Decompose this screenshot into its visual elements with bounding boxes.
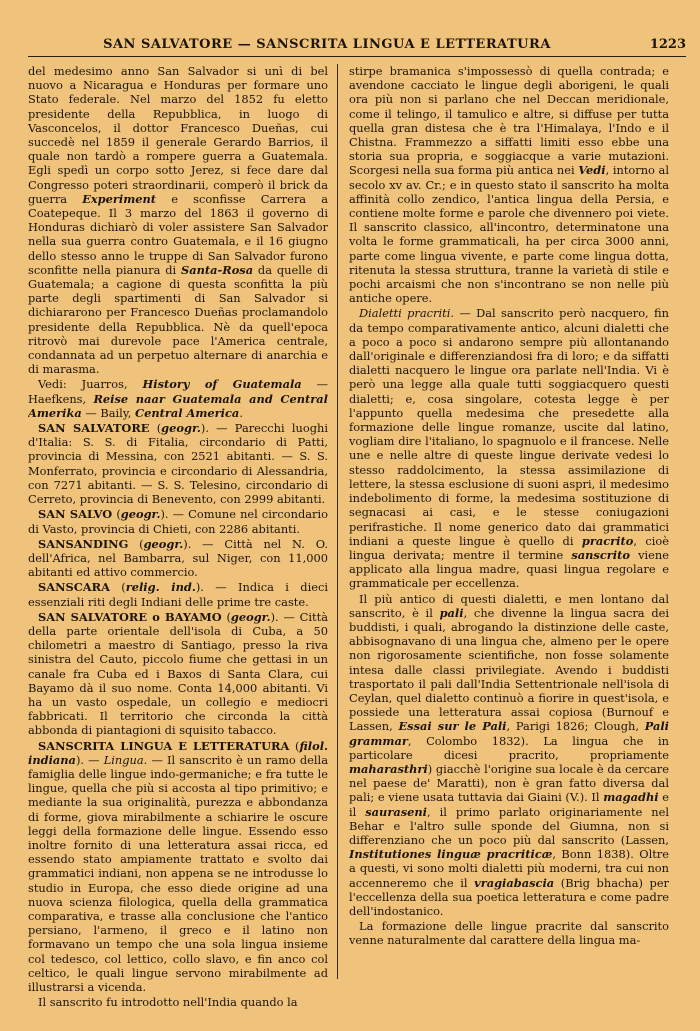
paragraph <box>349 306 669 590</box>
text-run: . <box>239 405 243 420</box>
text-run: vragiabascia <box>474 875 555 890</box>
text-run: ). — Indica i dieci essenziali riti degli Indiani delle prime tre caste. <box>28 580 328 609</box>
text-run: Institutiones linguæ pracriticæ <box>349 847 553 862</box>
text-run: ( <box>109 580 126 595</box>
paragraph <box>28 64 328 376</box>
text-run: . — Il sanscrito è un ramo della famiglia delle lingue indo-germaniche; e fra tutte le lingue, quella che più si accosta al tipo primitivo; e mediante la sua originalità, purezza e abbondanza di forme, giova mirabilmente a schiarire le oscure leggi della formazione delle lingue. Essendo esso inoltre fornito di una letteratura assai ricca, ed essendo stato ampiamente trattato e svolto dai grammatici indiani, non appena se ne introdusse lo studio in Europa, che esso diede origine ad una nuova scienza filologica, quella della grammatica comparativa, e trasse alla conclusione che l'antico persiano, l'armeno, il greco e il latino non formavano un tempo che una sola lingua insieme col tedesco, col lettico, collo slavo, e fin anco col celtico, le quali lingue servono mirabilmente ad illustrarsi a vicenda. <box>28 752 328 994</box>
text-run: viene applicato alla lingua madre, quasi lingua regolare e grammaticale per eccellenza. <box>349 547 669 591</box>
paragraph <box>349 919 669 947</box>
text-run: da quelle di Guatemala; a cagione di questa sconfitta la più parte degli spartimenti di San Salvador si dichiararono per Francesco Dueñas proclamandolo presidente della Repubblica. Nè da quell'epoca ritrovò mai durevole pace l'America centrale, condannata ad un perpetuo alternare di anarchia e di marasma. <box>28 262 328 377</box>
page-header <box>28 36 686 57</box>
text-run: , che divenne la lingua sacra dei buddisti, i quali, abrogando la distinzione delle caste, abbisognavano di una lingua che, almeno per le opere non rigorosamente scientifiche, non fosse solamente intesa dalle classi privilegiate. Avendo i buddisti trasportato il pali dall'India Settentrionale nell'isola di Ceylan, quel dialetto continuò a fiorire in quest'isola, e possiede una letteratura assai copiosa (Burnouf e Lassen, <box>349 605 669 734</box>
text-run: History of Guatemala <box>142 377 302 392</box>
text-run: , il primo parlato originariamente nel Behar e l'altro sulle sponde del Giumna, non si differenziano che un poco più dal sanscrito (Lassen, <box>349 804 669 847</box>
text-run: , Bonn 1838). Oltre a questi, vi sono molti dialetti più moderni, tra cui non accenneremo che il <box>349 847 669 890</box>
paragraph <box>349 592 669 919</box>
text-run: ). — Parecchi luoghi d'Italia: S. S. di Fitalia, circondario di Patti, provincia di Messina, con 2521 abitanti. — S. S. Monferrato, provincia e circondario di Alessandria, con 7271 abitanti. — S. S. Telesino, circondario di Cerreto, provincia di Benevento, con 2999 abitanti. <box>28 421 328 507</box>
text-run: ( <box>149 421 162 436</box>
paragraph <box>28 995 328 1009</box>
text-run: relig. ind. <box>125 580 196 595</box>
text-run: pracrito <box>581 533 634 548</box>
entry-headword: SAN SALVATORE o BAYAMO <box>38 609 222 624</box>
text-run: Vedi <box>578 163 606 178</box>
paragraph <box>349 64 669 305</box>
text-run: . — Dal sanscrito però nacquero, fin da tempo comparativamente antico, alcuni dialetti che a poco a poco si andarono sempre più allontanando dall'originale e differenziandosi fra di loro; e da siffatti dialetti nacquero le lingue ora parlate nell'India. Vi è però una legge alla quale tutti soggiacquero questi dialetti; e, cosa singolare, cotesta legge è per l'appunto quella medesima che presedette alla formazione delle lingue romanze, uscite dal latino, vogliam dire l'italiano, lo spagnuolo e il francese. Nelle une e nelle altre di queste lingue derivate vedesi lo stesso raddolcimento, la stessa assimilazione di lettere, la stessa esclusione di suoni aspri, il medesimo indebolimento di forme, la medesima sostituzione di segnacasi ai casi, e le stesse coniugazioni perifrastiche. Il nome generico dato dai grammatici indiani a queste lingue è quello di <box>349 306 669 548</box>
text-run: Il più antico di questi dialetti, e men lontano dal sanscrito, è il <box>349 591 669 620</box>
text-run: e sconfisse Carrera a Coatepeque. Il 3 marzo del 1863 il governo di Honduras dichiarò di voler assistere San Salvador nella sua guerra contro Guatemala, e il 16 giugno dello stesso anno le truppe di San Salvador furono sconfitte nella pianura di <box>28 191 328 277</box>
text-run: stirpe bramanica s'impossessò di quella contrada; e avendone cacciato le lingue degli aborigeni, le quali ora più non si parlano che nel Deccan meridionale, come il telingo, il tamulico e altre, si diffuse per tutta quella gran distesa che è tra l'Himalaya, l'Indo e il Chistna. Frammezzo a siffatti limiti esso ebbe una storia sua propria, e soggiacque a varie mutazioni. Scorgesi nella sua forma più antica nei <box>349 64 669 178</box>
text-run: ( <box>112 507 121 522</box>
entry-headword: SAN SALVATORE <box>38 421 150 436</box>
column-divider <box>337 64 338 979</box>
text-run: ). — Città nel N. O. dell'Africa, nel Bambarra, sul Niger, con 11,000 abitanti ed attivo commercio. <box>28 536 328 580</box>
text-run: Santa-Rosa <box>180 262 254 277</box>
text-run: Lingua <box>103 752 144 767</box>
text-run: maharasthri <box>349 761 428 776</box>
entry-headword: SANSCRITA LINGUA E LETTERATURA <box>38 738 290 753</box>
entry-headword: SANSCARA <box>38 580 110 595</box>
text-run: magadhi <box>603 790 659 805</box>
text-run: ( <box>289 738 300 753</box>
text-run: geogr. <box>230 609 271 624</box>
text-run: Il sanscrito fu introdotto nell'India quando la <box>38 995 298 1010</box>
text-run: ). — <box>75 752 104 767</box>
paragraph <box>28 421 328 506</box>
text-run: ). — Città della parte orientale dell'isola di Cuba, a 50 chilometri a maestro di Santiago, presso la riva sinistra del Cauto, piccolo fiume che gettasi in un canale fra Cuba ed i Baxos di Santa Clara, cui Bayamo dà il suo nome. Conta 14,000 abitanti. Vi ha un vasto ospedale, un collegio e mediocri fabbricati. Il territorio che circonda la città abbonda di piantagioni di squisito tabacco. <box>28 609 328 738</box>
text-run: — Haefkens, <box>28 377 328 406</box>
text-run: Essai sur le Pali <box>398 719 507 734</box>
text-run: ( <box>128 536 144 551</box>
text-run: e il <box>349 790 669 819</box>
running-head: SAN SALVATORE — SANSCRITA LINGUA E LETTERATURA <box>103 37 551 52</box>
paragraph <box>28 507 328 535</box>
text-run: ). — Comune nel circondario di Vasto, provincia di Chieti, con 2286 abitanti. <box>28 507 328 536</box>
left-column <box>28 64 328 1014</box>
text-run: ) giacchè l'origine sua locale è da cercare nel paese de' Maratti), non è gran fatto diversa dal pali; e viene usata tuttavia dai Giaini (V.). Il <box>349 761 669 805</box>
text-run: ( <box>221 609 231 624</box>
text-run: , Colombo 1832). La lingua che in particolare dicesi pracrito, propriamente <box>349 733 669 762</box>
paragraph <box>28 580 328 608</box>
paragraph <box>28 610 328 738</box>
text-run: Vedi: Juarros, <box>38 377 143 392</box>
text-run: del medesimo anno San Salvador si unì di bel nuovo a Nicaragua e Honduras per formare uno Stato federale. Nel marzo del 1852 fu eletto presidente della Repubblica, in luogo di Vasconcelos, il dottor Francesco Dueñas, cui succedè nel 1859 il generale Gerardo Barrios, il quale non tardò a rompere guerra a Guatemala. Egli spedì un corpo sotto Jerez, si fece dare dal Congresso poteri straordinarii, comperò il brick da guerra <box>28 64 328 206</box>
text-run: , cioè lingua derivata; mentre il termine <box>349 533 669 562</box>
text-run: Reise naar Guatemala and Central Amerika <box>28 391 328 420</box>
text-run: Experiment <box>82 191 157 206</box>
entry-headword: SAN SALVO <box>38 507 113 522</box>
right-column <box>349 64 669 1014</box>
text-run: filol. indiana <box>28 738 328 767</box>
paragraph <box>28 377 328 420</box>
text-run: — Baily, <box>81 405 135 420</box>
text-run: , Parigi 1826; Clough, <box>506 719 645 734</box>
text-run: Central America <box>135 405 240 420</box>
text-run: , intorno al secolo xv av. Cr.; e in questo stato il sanscrito ha molta affinità collo zendico, l'antica lingua della Persia, e contiene molte forme e parole che divennero poi viete. Il sanscrito classico, all'incontro, determinatone una volta le forme grammaticali, ha per circa 3000 anni, parte come lingua vivente, e parte come lingua dotta, ritenuta la stessa struttura, tranne la varietà di stile e pochi arcaismi che non s'incontrano se non nelle più antiche opere. <box>349 163 669 306</box>
text-run: geogr. <box>120 507 161 522</box>
page-number: 1223 <box>649 37 686 52</box>
text-run: (Brig bhacha) per l'eccellenza della sua poetica letteratura e come padre dell'indostanico. <box>349 875 669 918</box>
text-run: La formazione delle lingue pracrite dal sanscrito venne naturalmente dal carattere della lingua ma- <box>349 919 669 948</box>
entry-headword: SANSANDING <box>38 536 129 551</box>
paragraph <box>28 537 328 580</box>
text-run: sauraseni <box>365 804 427 819</box>
text-run: Dialetti pracriti <box>359 306 451 321</box>
text-run: geogr. <box>161 421 201 436</box>
paragraph <box>28 739 328 995</box>
text-run: pali <box>439 605 464 620</box>
text-run: Pali grammar <box>349 719 669 748</box>
text-run: sanscrito <box>571 547 630 562</box>
text-run: geogr. <box>143 536 184 551</box>
